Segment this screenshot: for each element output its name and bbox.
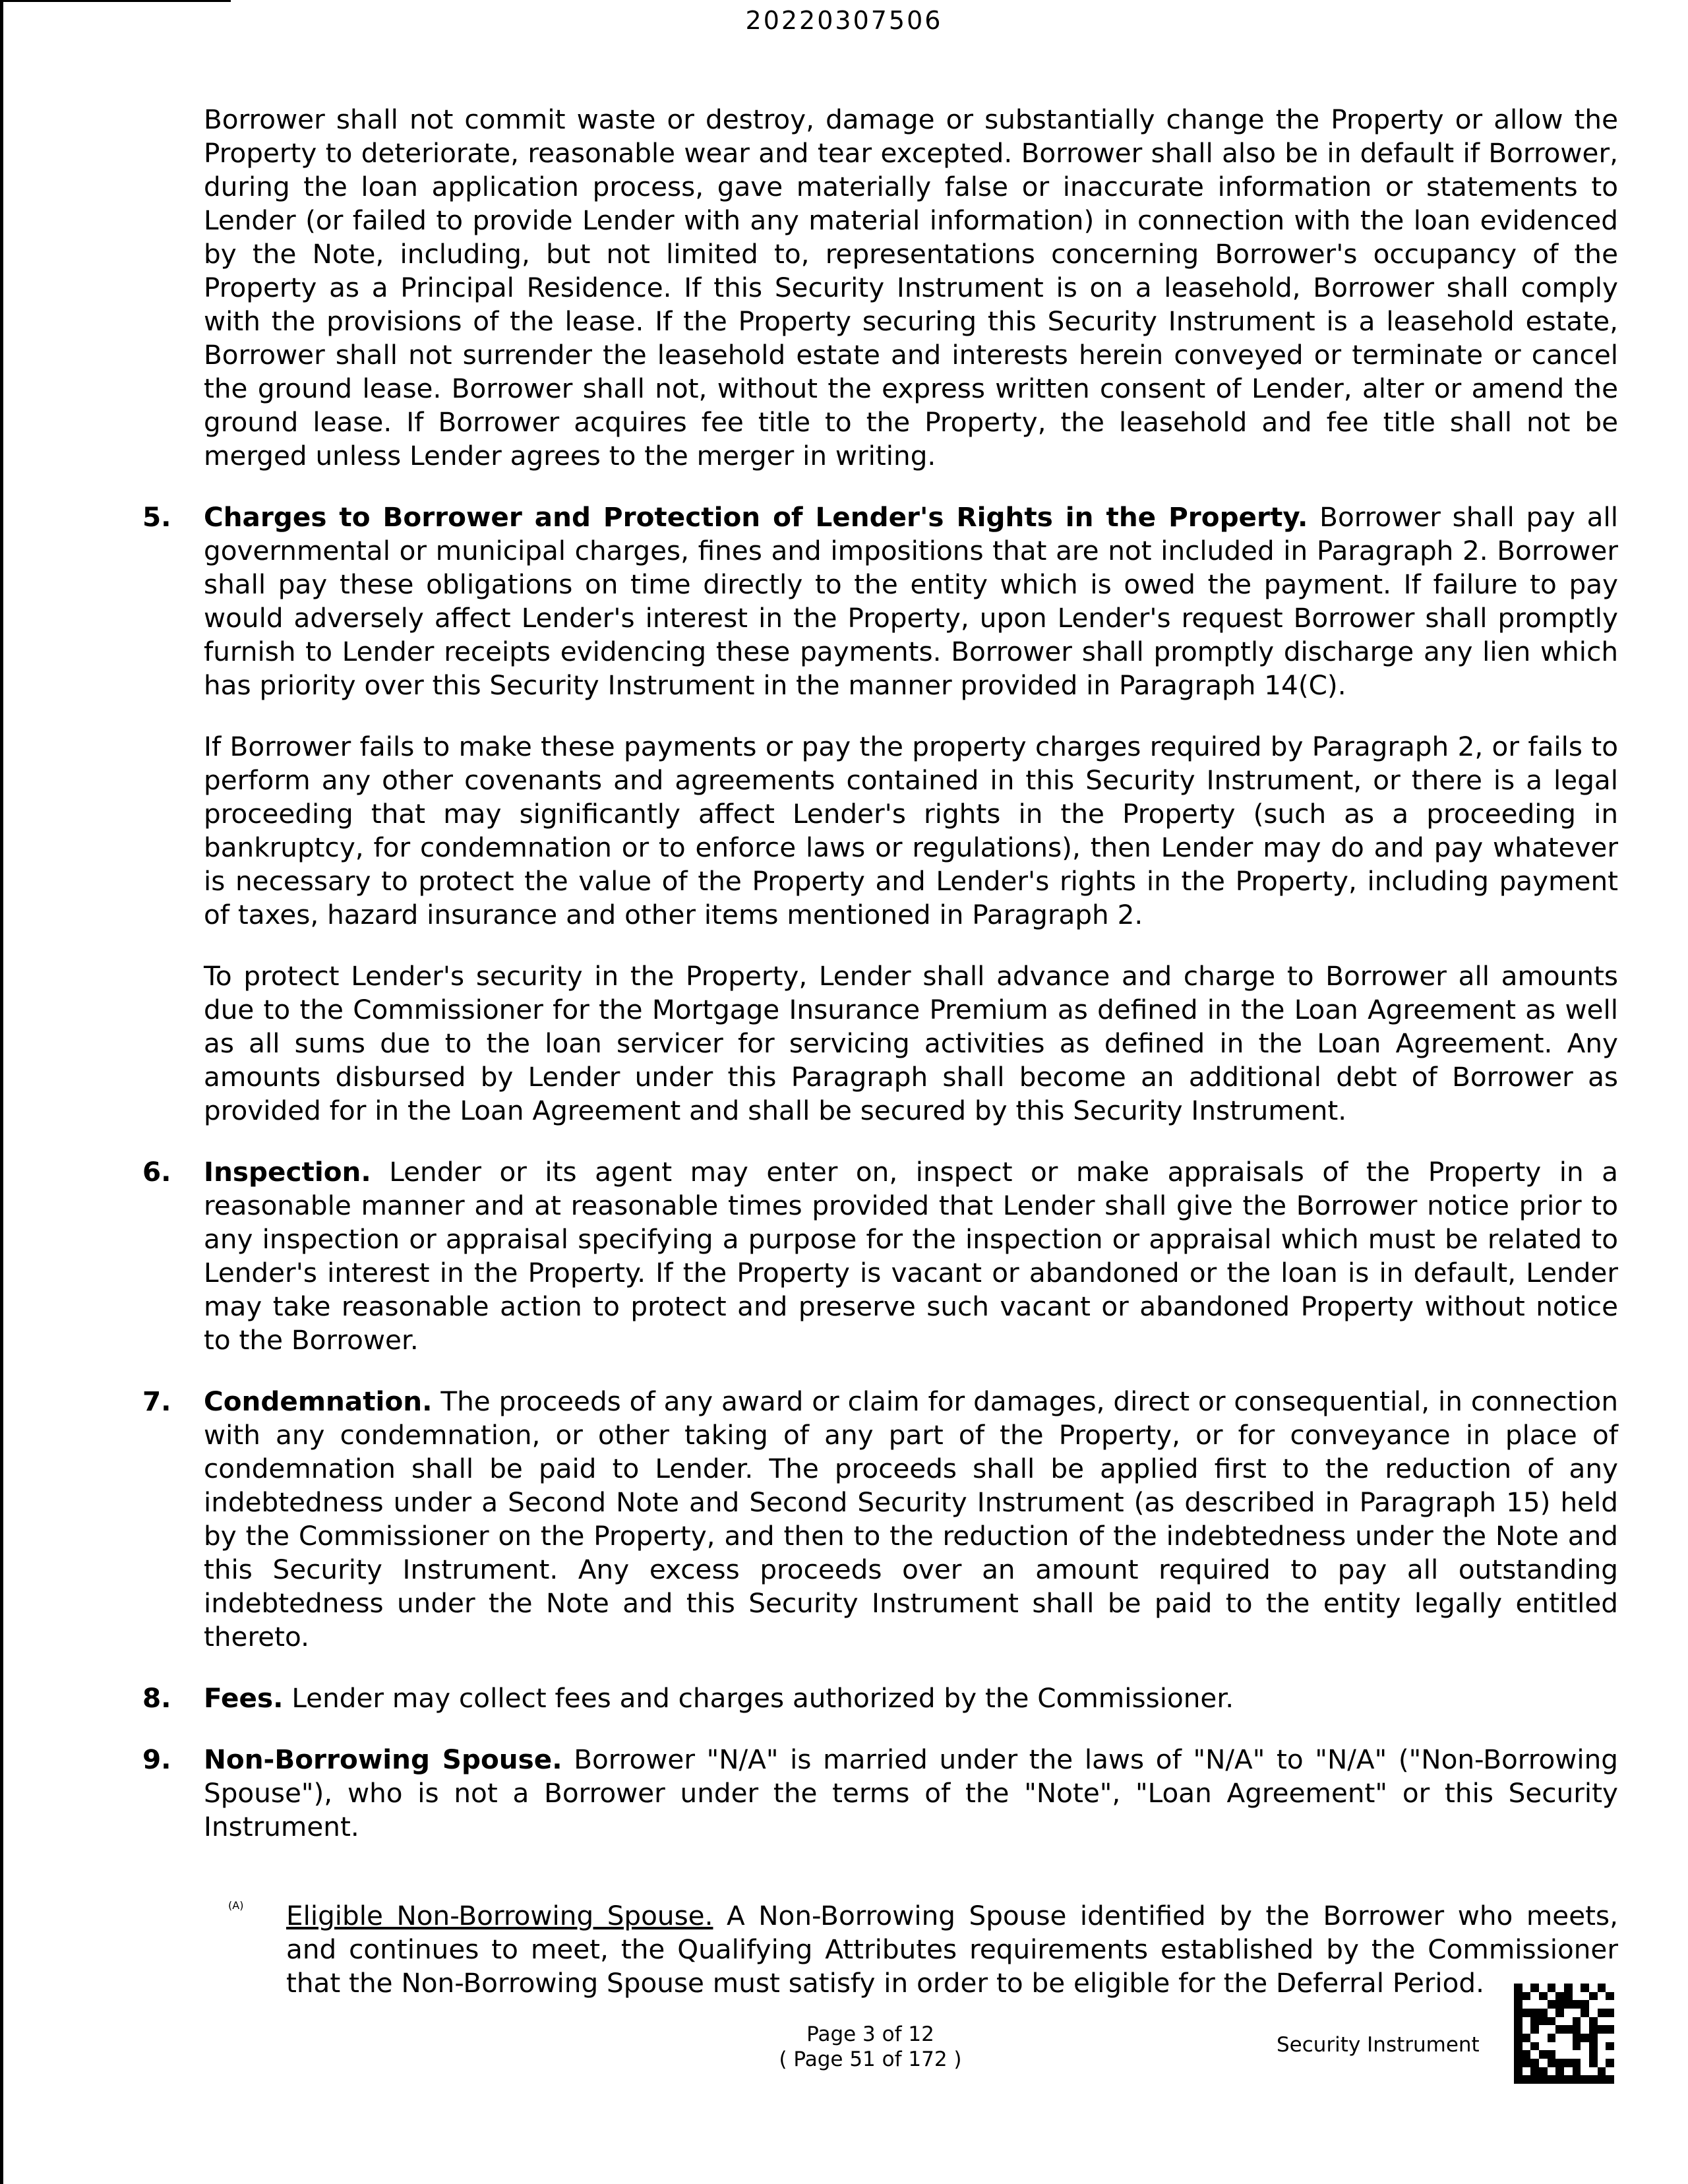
section-paragraph: Charges to Borrower and Protection of Lender's Rights in the Property. Borrower shall pay all governmental or municipal charges, fines and impositions that are not included in Paragraph 2. Borrower shall pay these obligations on time directly to the entity which is owed the payment. If failure to pay would adversely affect Lender's interest in the Property, upon Lender's request Borrower shall promptly furnish to Lender receipts evidencing these payments. Borrower shall promptly discharge any lien which has priority over this Security Instrument in the manner provided in Paragraph 14(C). — [204, 501, 1619, 701]
section-6 — [142, 1155, 1618, 1357]
scan-border-top — [0, 0, 231, 2]
page-number: Page 3 of 12 — [806, 2022, 934, 2046]
footer-document-title: Security Instrument — [1277, 2033, 1480, 2057]
section-paragraph: Fees. Lender may collect fees and charges authorized by the Commissioner. — [204, 1682, 1234, 1714]
section-9 — [142, 1743, 1618, 1844]
section-heading: Non-Borrowing Spouse. — [204, 1744, 562, 1775]
document-body — [142, 103, 1618, 2000]
section-5 — [142, 501, 1618, 1128]
subsection-paragraph: Eligible Non-Borrowing Spouse. A Non-Borrowing Spouse identified by the Borrower who meets, and continues to meet, the Qualifying Attributes requirements established by the Commissioner that the Non-Borrowing Spouse must satisfy in order to be eligible for the Deferral Period. — [286, 1900, 1618, 1999]
scan-border-left — [0, 0, 3, 2184]
section-number: 5. — [142, 501, 171, 533]
section-7 — [142, 1385, 1618, 1654]
section-paragraph: Non-Borrowing Spouse. Borrower "N/A" is married under the laws of "N/A" to "N/A" ("Non-Borrowing Spouse"), who is not a Borrower under the terms of the "Note", "Loan Agreement" or this Security Instrument. — [204, 1744, 1618, 1842]
section-heading: Inspection. — [204, 1156, 371, 1188]
section-heading: Condemnation. — [204, 1385, 433, 1417]
section-heading: Fees. — [204, 1682, 284, 1714]
section-paragraph: If Borrower fails to make these payments or pay the property charges required by Paragraph 2, or fails to perform any other covenants and agreements contained in this Security Instrument, or there is a legal proceeding that may significantly affect Lender's rights in the Property (such as a proceeding in bankruptcy, for condemnation or to enforce laws or regulations), then Lender may do and pay whatever is necessary to protect the value of the Property and Lender's rights in the Property, including payment of taxes, hazard insurance and other items mentioned in Paragraph 2. — [204, 731, 1618, 930]
section-8 — [142, 1682, 1618, 1715]
section-number: 9. — [142, 1744, 171, 1775]
section-paragraph: Inspection. Lender or its agent may enter on, inspect or make appraisals of the Property in a reasonable manner and at reasonable times provided that Lender shall give the Borrower notice prior to any inspection or appraisal specifying a purpose for the inspection or appraisal which must be related to Lender's interest in the Property. If the Property is vacant or abandoned or the loan is in default, Lender may take reasonable action to protect and preserve such vacant or abandoned Property without notice to the Borrower. — [204, 1156, 1618, 1356]
section-paragraph: To protect Lender's security in the Property, Lender shall advance and charge to Borrower all amounts due to the Commissioner for the Mortgage Insurance Premium as defined in the Loan Agreement as well as all sums due to the loan servicer for servicing activities as defined in the Loan Agreement. Any amounts disbursed by Lender under this Paragraph shall become an additional debt of Borrower as provided for in the Loan Agreement and shall be secured by this Security Instrument. — [204, 960, 1618, 1126]
overall-page-number: ( Page 51 of 172 ) — [779, 2048, 962, 2071]
subsection-a — [228, 1899, 1618, 2000]
subsection-title: Eligible Non-Borrowing Spouse. — [286, 1900, 713, 1931]
section-number: 6. — [142, 1156, 171, 1188]
section-number: 7. — [142, 1385, 171, 1417]
page-indicator — [745, 2022, 996, 2072]
section-heading: Charges to Borrower and Protection of Lender's Rights in the Property. — [204, 501, 1308, 533]
intro-paragraph: Borrower shall not commit waste or destroy, damage or substantially change the Property or allow the Property to deteriorate, reasonable wear and tear excepted. Borrower shall also be in default if Borrower, during the loan application process, gave materially false or inaccurate information or statements to Lender (or failed to provide Lender with any material information) in connection with the loan evidenced by the Note, including, but not limited to, representations concerning Borrower's occupancy of the Property as a Principal Residence. If this Security Instrument is on a leasehold, Borrower shall comply with the provisions of the lease. If the Property securing this Security Instrument is a leasehold estate, Borrower shall not surrender the leasehold estate and interests herein conveyed or terminate or cancel the ground lease. Borrower shall not, without the express written consent of Lender, alter or amend the ground lease. If Borrower acquires fee title to the Property, the leasehold and fee title shall not be merged unless Lender agrees to the merger in writing. — [204, 104, 1618, 471]
section-number: 8. — [142, 1682, 171, 1714]
datamatrix-barcode-icon — [1514, 1984, 1614, 2084]
section-paragraph: Condemnation. The proceeds of any award or claim for damages, direct or consequential, in connection with any condemnation, or other taking of any part of the Property, or for conveyance in place of condemnation shall be paid to Lender. The proceeds shall be applied first to the reduction of any indebtedness under a Second Note and Second Security Instrument (as described in Paragraph 15) held by the Commissioner on the Property, and then to the reduction of the indebtedness under the Note and this Security Instrument. Any excess proceeds over an amount required to pay all outstanding indebtedness under the Note and this Security Instrument shall be paid to the entity legally entitled thereto. — [204, 1385, 1618, 1653]
document-number: 20220307506 — [745, 6, 943, 35]
subsection-label: (A) — [228, 1899, 244, 1912]
